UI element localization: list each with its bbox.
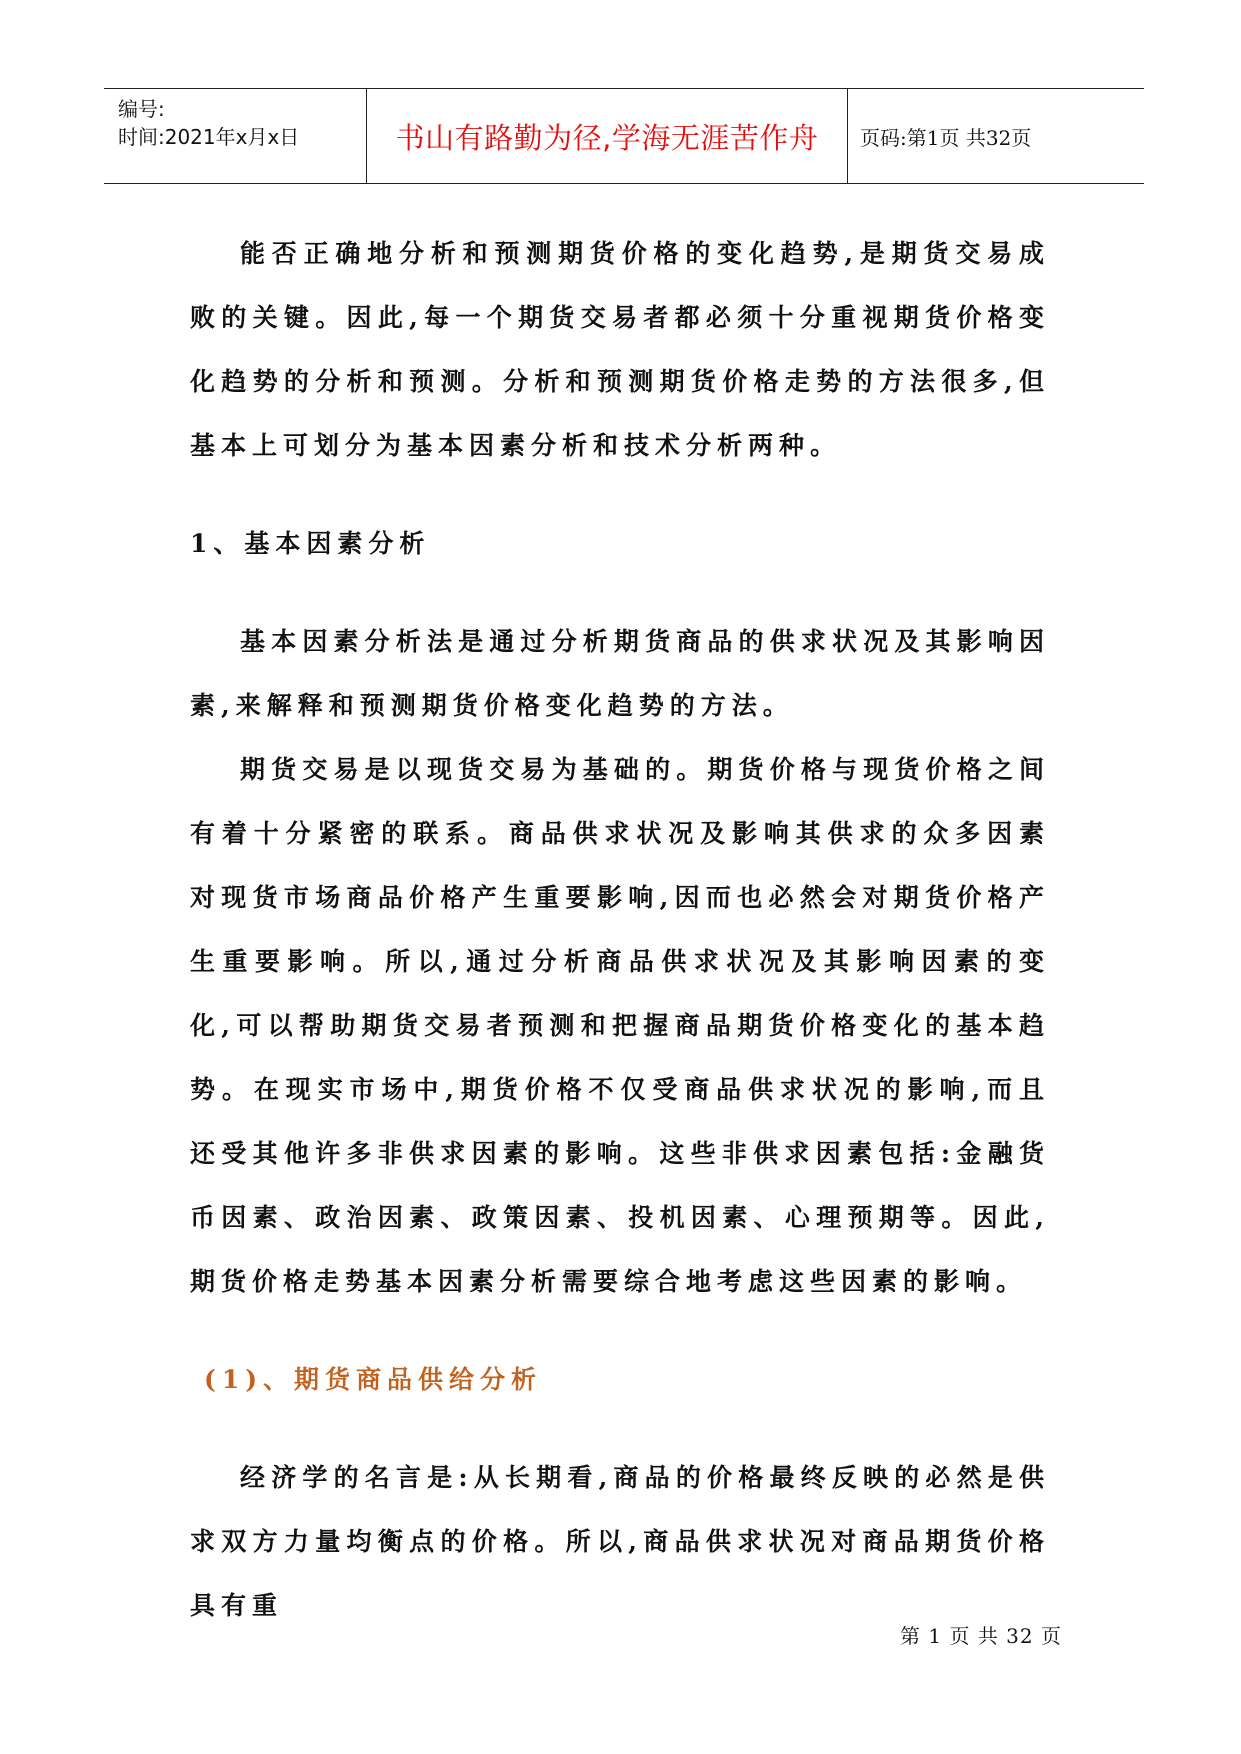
- paragraph-futures-spot: 期货交易是以现货交易为基础的。期货价格与现货价格之间有着十分紧密的联系。商品供求状况及影响其供求的众多因素对现货市场商品价格产生重要影响,因而也必然会对期货价格产生重要影响。所以,通过分析商品供求状况及其影响因素的变化,可以帮助期货交易者预测和把握商品期货价格变化的基本趋势。在现实市场中,期货价格不仅受商品供求状况的影响,而且还受其他许多非供求因素的影响。这些非供求因素包括:金融货币因素、政治因素、政策因素、投机因素、心理预期等。因此,期货价格走势基本因素分析需要综合地考虑这些因素的影响。: [190, 755, 1050, 1296]
- header-page-cell: [848, 89, 1144, 183]
- document-time-label: 时间:2021年x月x日: [118, 125, 300, 149]
- header-motto-cell: [366, 89, 848, 183]
- document-body: [190, 222, 1050, 1638]
- paragraph-basic-method: 基本因素分析法是通过分析期货商品的供求状况及其影响因素,来解释和预测期货价格变化趋势的方法。: [190, 627, 1050, 720]
- subsection-heading-supply: (1)、期货商品供给分析: [204, 1365, 543, 1394]
- header-meta-cell: [104, 89, 366, 183]
- page-footer-number: 第 1 页 共 32 页: [900, 1624, 1062, 1648]
- document-number-label: 编号:: [118, 97, 165, 121]
- page-header: [104, 88, 1144, 184]
- paragraph-intro: 能否正确地分析和预测期货价格的变化趋势,是期货交易成败的关键。因此,每一个期货交易者都必须十分重视期货价格变化趋势的分析和预测。分析和预测期货价格走势的方法很多,但基本上可划分为基本因素分析和技术分析两种。: [190, 239, 1050, 460]
- header-page-code: 页码:第1页 共32页: [860, 125, 1032, 150]
- header-motto: 书山有路勤为径,学海无涯苦作舟: [395, 120, 819, 155]
- paragraph-economics-quote: 经济学的名言是:从长期看,商品的价格最终反映的必然是供求双方力量均衡点的价格。所以,商品供求状况对商品期货价格具有重: [190, 1463, 1050, 1620]
- section-heading-basic-factors: 1、基本因素分析: [190, 529, 431, 558]
